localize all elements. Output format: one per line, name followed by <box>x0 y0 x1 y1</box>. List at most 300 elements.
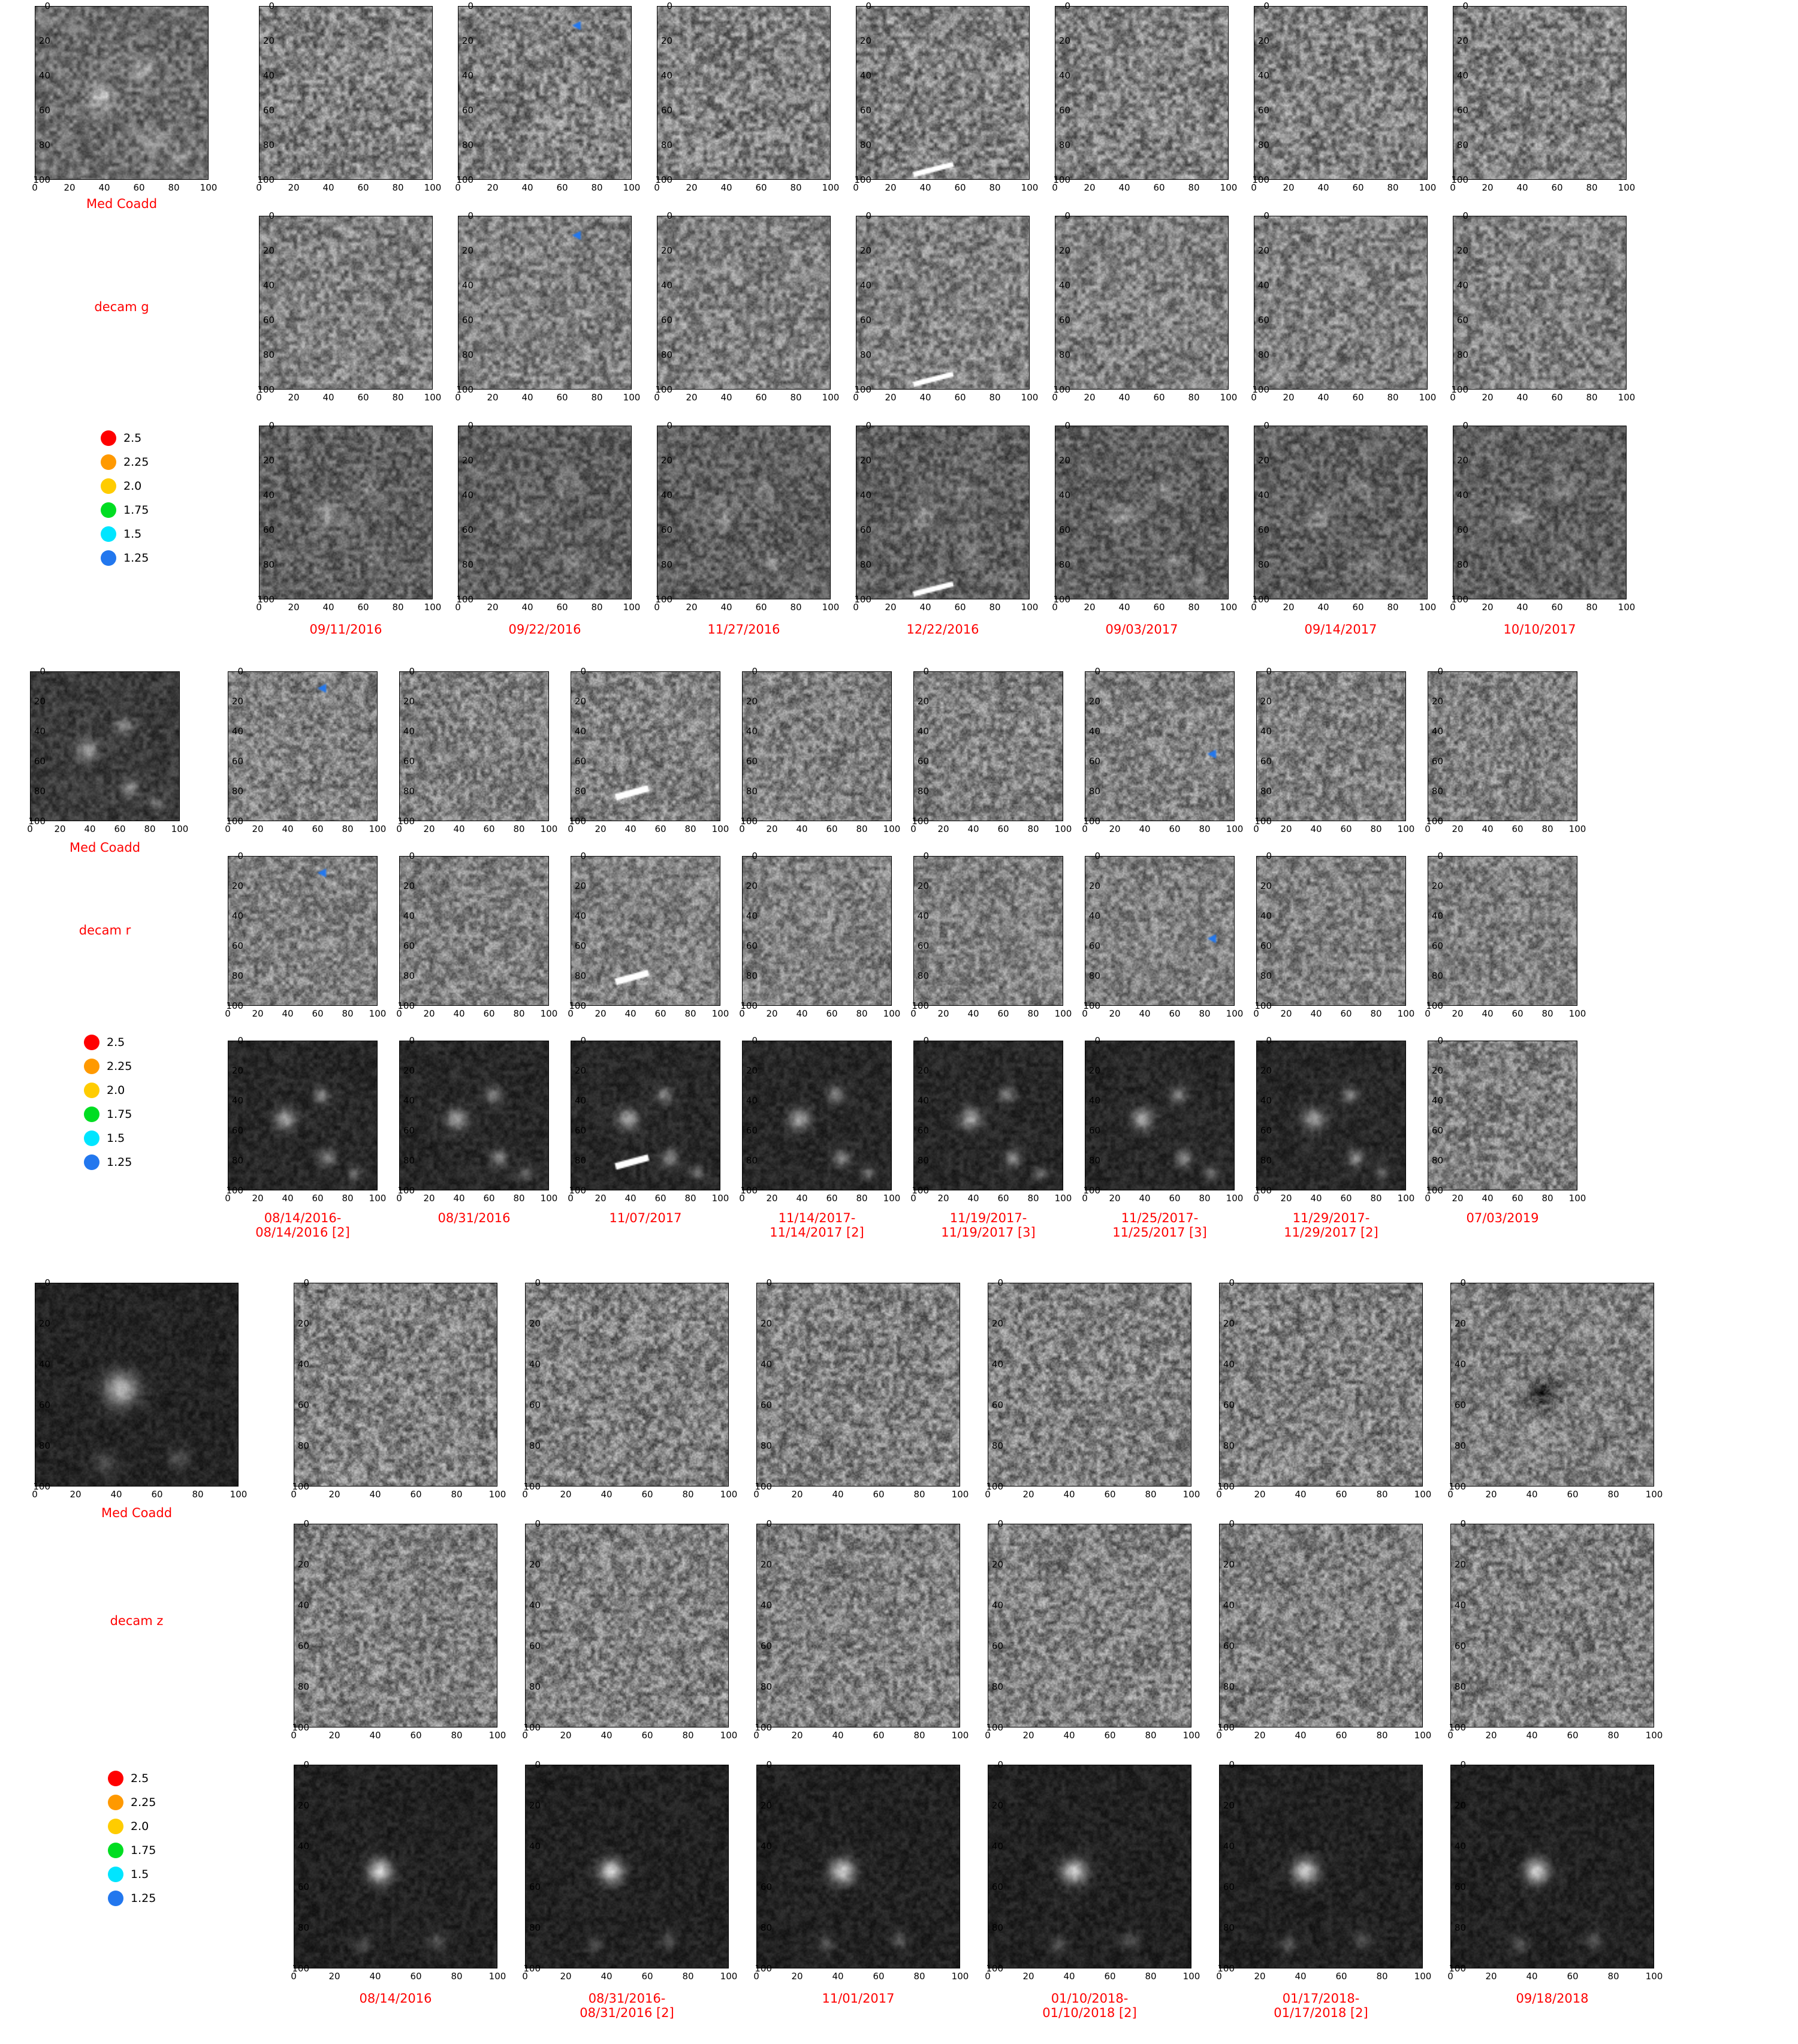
y-tick-label: 40 <box>917 1095 929 1106</box>
x-axis-ticks <box>753 1489 969 1501</box>
y-tick-label: 20 <box>1058 455 1070 466</box>
panel-z-r0-c5 <box>1447 1277 1663 1500</box>
y-tick-label: 100 <box>28 816 46 827</box>
legend-color-dot <box>108 1771 123 1786</box>
legend-color-dot <box>101 526 116 542</box>
legend-label: 1.5 <box>107 1132 125 1145</box>
y-tick-label: 0 <box>269 1 274 11</box>
x-axis-ticks <box>753 1730 969 1742</box>
y-tick-label: 80 <box>231 1155 243 1166</box>
x-tick-label: 100 <box>711 1193 729 1204</box>
x-tick-label: 20 <box>766 824 778 834</box>
x-axis-ticks <box>739 1193 901 1205</box>
cutout-image <box>1428 856 1577 1006</box>
y-axis-ticks <box>223 1035 243 1196</box>
y-tick-label: 0 <box>269 420 274 431</box>
band-label-z <box>29 1614 245 1628</box>
y-tick-label: 20 <box>461 35 473 46</box>
panel-z-r2-c4 <box>1216 1759 1432 1982</box>
x-tick-label: 60 <box>641 1489 653 1500</box>
x-tick-label: 20 <box>1084 392 1096 403</box>
x-axis-ticks <box>522 1730 738 1742</box>
x-axis-ticks <box>739 1008 901 1020</box>
y-tick-label: 100 <box>33 1481 50 1492</box>
y-axis-ticks <box>254 1 274 185</box>
y-tick-label: 0 <box>303 1277 309 1288</box>
x-tick-label: 0 <box>985 1971 991 1982</box>
x-tick-label: 40 <box>1516 392 1528 403</box>
x-tick-label: 20 <box>791 1730 803 1741</box>
y-tick-label: 40 <box>1257 70 1269 81</box>
y-tick-label: 80 <box>1431 1155 1443 1166</box>
label-line: 11/07/2017 <box>609 1211 682 1225</box>
x-tick-label: 20 <box>595 824 607 834</box>
x-tick-label: 100 <box>883 1008 901 1019</box>
cutout-image <box>756 1283 960 1487</box>
y-tick-label: 20 <box>38 35 50 46</box>
y-tick-label: 0 <box>997 1277 1003 1288</box>
y-tick-label: 80 <box>1456 349 1468 360</box>
y-tick-label: 80 <box>1257 559 1269 570</box>
x-tick-label: 20 <box>70 1489 82 1500</box>
x-tick-label: 40 <box>369 1971 381 1982</box>
y-tick-label: 20 <box>660 245 672 256</box>
cutout-image <box>1256 671 1406 821</box>
label-line: 11/29/2017- <box>1292 1211 1370 1225</box>
x-tick-label: 0 <box>1447 1489 1453 1500</box>
y-tick-label: 40 <box>34 726 46 737</box>
cutout-image <box>399 856 549 1006</box>
y-tick-label: 80 <box>403 786 415 797</box>
x-axis-ticks <box>1052 182 1238 194</box>
x-axis-ticks <box>256 392 442 404</box>
y-tick-label: 20 <box>1431 696 1443 707</box>
y-tick-label: 100 <box>1254 816 1272 827</box>
y-tick-label: 60 <box>1260 1125 1272 1136</box>
x-tick-label: 100 <box>822 182 840 193</box>
y-tick-label: 20 <box>529 1559 541 1570</box>
panel-z-r1-c3 <box>985 1518 1200 1741</box>
y-tick-label: 20 <box>263 245 274 256</box>
y-tick-label: 20 <box>403 881 415 891</box>
y-tick-label: 80 <box>746 970 758 981</box>
y-tick-label: 80 <box>660 349 672 360</box>
legend-r <box>84 1035 132 1178</box>
date-label-g-2 <box>645 622 843 637</box>
x-tick-label: 60 <box>483 1008 495 1019</box>
cutout-image <box>1428 1041 1577 1190</box>
y-axis-ticks <box>289 1518 309 1733</box>
y-tick-label: 100 <box>397 1185 415 1196</box>
panel-r-r0-c3 <box>739 666 901 834</box>
x-tick-label: 40 <box>1310 1193 1322 1204</box>
y-tick-label: 0 <box>1229 1518 1235 1529</box>
cutout-image <box>913 856 1063 1006</box>
x-tick-label: 60 <box>312 824 324 834</box>
label-line: 11/14/2017 [2] <box>770 1225 864 1240</box>
y-tick-label: 60 <box>231 940 243 951</box>
y-tick-label: 80 <box>297 1681 309 1692</box>
y-tick-label: 60 <box>461 315 473 325</box>
y-tick-label: 40 <box>461 70 473 81</box>
cutout-image <box>1453 426 1627 599</box>
x-tick-label: 20 <box>1280 1008 1292 1019</box>
y-tick-label: 20 <box>38 1318 50 1329</box>
y-tick-label: 0 <box>1263 210 1269 221</box>
y-tick-label: 60 <box>529 1641 541 1651</box>
cutout-image <box>1453 216 1627 390</box>
x-axis-ticks <box>1253 1008 1415 1020</box>
x-tick-label: 40 <box>832 1489 844 1500</box>
x-axis-ticks <box>739 824 901 836</box>
y-tick-label: 60 <box>403 940 415 951</box>
panel-r-r2-c0 <box>225 1035 387 1204</box>
x-tick-label: 20 <box>288 182 300 193</box>
x-tick-label: 60 <box>1169 824 1181 834</box>
y-tick-label: 60 <box>461 524 473 535</box>
x-tick-label: 40 <box>1118 602 1130 613</box>
legend-color-dot <box>101 430 116 446</box>
y-tick-label: 100 <box>740 1000 758 1011</box>
panel-g-r0-c6 <box>1450 1 1636 193</box>
y-tick-label: 0 <box>237 666 243 677</box>
y-tick-label: 80 <box>34 786 46 797</box>
y-tick-label: 40 <box>1456 490 1468 501</box>
y-axis-ticks <box>909 666 929 827</box>
cutout-image <box>913 1041 1063 1190</box>
y-tick-label: 100 <box>1252 384 1269 395</box>
x-tick-label: 100 <box>200 182 218 193</box>
cutout-image <box>657 426 831 599</box>
legend-color-dot <box>108 1819 123 1834</box>
y-tick-label: 100 <box>1426 816 1443 827</box>
y-tick-label: 20 <box>1223 1559 1235 1570</box>
x-axis-ticks <box>225 824 387 836</box>
x-tick-label: 80 <box>1586 392 1598 403</box>
y-tick-label: 60 <box>403 1125 415 1136</box>
x-tick-label: 20 <box>1109 1008 1121 1019</box>
y-axis-ticks <box>254 420 274 605</box>
x-tick-label: 0 <box>1082 824 1088 834</box>
x-tick-label: 0 <box>1253 1193 1259 1204</box>
y-axis-ticks <box>1251 666 1272 827</box>
date-label-r-4 <box>900 1211 1076 1240</box>
y-tick-label: 60 <box>1454 1400 1466 1410</box>
y-tick-label: 80 <box>1454 1681 1466 1692</box>
y-tick-label: 0 <box>1266 851 1272 861</box>
y-tick-label: 80 <box>1431 786 1443 797</box>
x-tick-label: 0 <box>1251 392 1257 403</box>
y-tick-label: 100 <box>226 816 243 827</box>
y-tick-label: 40 <box>1454 1841 1466 1852</box>
y-axis-ticks <box>737 1035 758 1196</box>
x-tick-label: 60 <box>312 1193 324 1204</box>
y-tick-label: 0 <box>865 420 871 431</box>
x-tick-label: 60 <box>133 182 145 193</box>
label-line: 08/31/2016 <box>438 1211 511 1225</box>
y-tick-label: 100 <box>655 384 672 395</box>
x-tick-label: 80 <box>684 1008 696 1019</box>
y-tick-label: 0 <box>752 851 758 861</box>
cutout-image <box>1055 216 1229 390</box>
x-tick-label: 0 <box>396 824 402 834</box>
label-line: 09/22/2016 <box>508 622 581 637</box>
date-label-g-1 <box>446 622 644 637</box>
y-tick-label: 20 <box>1058 35 1070 46</box>
x-tick-label: 100 <box>623 392 641 403</box>
y-tick-label: 20 <box>34 696 46 707</box>
x-tick-label: 20 <box>595 1008 607 1019</box>
x-tick-label: 100 <box>1021 182 1039 193</box>
date-label-z-0 <box>276 1991 515 2006</box>
x-tick-label: 80 <box>913 1971 925 1982</box>
x-tick-label: 0 <box>1251 182 1257 193</box>
y-tick-label: 80 <box>1260 970 1272 981</box>
y-tick-label: 40 <box>231 1095 243 1106</box>
y-tick-label: 20 <box>991 1800 1003 1811</box>
y-tick-label: 0 <box>923 851 929 861</box>
y-tick-label: 0 <box>409 666 415 677</box>
y-tick-label: 0 <box>1437 666 1443 677</box>
x-tick-label: 40 <box>1482 1008 1494 1019</box>
x-tick-label: 0 <box>1052 182 1058 193</box>
x-tick-label: 40 <box>1310 824 1322 834</box>
y-tick-label: 20 <box>859 35 871 46</box>
y-tick-label: 20 <box>1088 881 1100 891</box>
y-tick-label: 100 <box>986 1481 1003 1492</box>
cutout-image <box>1085 856 1235 1006</box>
cutout-image <box>856 216 1030 390</box>
panel-r-r1-c4 <box>910 851 1072 1019</box>
label-line: decam z <box>110 1614 164 1628</box>
y-tick-label: 0 <box>1229 1277 1235 1288</box>
x-tick-label: 20 <box>937 1193 949 1204</box>
y-tick-label: 100 <box>1217 1963 1235 1974</box>
x-tick-label: 40 <box>720 182 732 193</box>
y-tick-label: 40 <box>1223 1359 1235 1370</box>
y-axis-ticks <box>1214 1277 1235 1492</box>
x-tick-label: 0 <box>910 824 916 834</box>
y-tick-label: 40 <box>1058 490 1070 501</box>
y-tick-label: 0 <box>1460 1518 1466 1529</box>
x-tick-label: 80 <box>1541 824 1553 834</box>
y-axis-ticks <box>1050 420 1070 605</box>
label-line: 11/29/2017 [2] <box>1284 1225 1378 1240</box>
y-tick-label: 80 <box>529 1922 541 1933</box>
x-tick-label: 40 <box>322 182 334 193</box>
x-axis-ticks <box>910 1008 1072 1020</box>
y-axis-ticks <box>983 1277 1003 1492</box>
x-tick-label: 20 <box>252 1008 264 1019</box>
x-tick-label: 100 <box>951 1489 969 1500</box>
legend-color-dot <box>84 1083 99 1098</box>
y-tick-label: 60 <box>1260 940 1272 951</box>
y-tick-label: 80 <box>1223 1681 1235 1692</box>
y-tick-label: 40 <box>1223 1600 1235 1611</box>
y-tick-label: 100 <box>986 1963 1003 1974</box>
x-axis-ticks <box>1251 182 1437 194</box>
x-tick-label: 20 <box>791 1489 803 1500</box>
x-tick-label: 60 <box>1169 1193 1181 1204</box>
x-tick-label: 40 <box>282 824 294 834</box>
x-tick-label: 80 <box>591 182 603 193</box>
y-tick-label: 60 <box>1257 315 1269 325</box>
x-axis-ticks <box>1447 1489 1663 1501</box>
y-tick-label: 0 <box>1460 1277 1466 1288</box>
x-tick-label: 80 <box>1027 1193 1039 1204</box>
x-axis-ticks <box>1082 824 1244 836</box>
x-axis-ticks <box>853 392 1039 404</box>
x-tick-label: 20 <box>1485 1730 1497 1741</box>
x-tick-label: 40 <box>1295 1730 1307 1741</box>
cutout-image <box>988 1765 1191 1968</box>
y-tick-label: 80 <box>1223 1922 1235 1933</box>
y-tick-label: 60 <box>297 1882 309 1892</box>
x-axis-ticks <box>654 182 840 194</box>
y-tick-label: 40 <box>660 280 672 291</box>
y-tick-label: 40 <box>461 490 473 501</box>
x-tick-label: 60 <box>1335 1971 1347 1982</box>
x-tick-label: 60 <box>954 392 966 403</box>
x-tick-label: 40 <box>110 1489 122 1500</box>
y-tick-label: 0 <box>237 851 243 861</box>
x-tick-label: 100 <box>540 824 558 834</box>
x-tick-label: 20 <box>791 1971 803 1982</box>
y-tick-label: 40 <box>529 1600 541 1611</box>
x-tick-label: 20 <box>1283 182 1295 193</box>
x-tick-label: 80 <box>989 182 1001 193</box>
y-tick-label: 40 <box>297 1359 309 1370</box>
y-tick-label: 60 <box>1456 315 1468 325</box>
label-line: 09/11/2016 <box>309 622 382 637</box>
x-tick-label: 60 <box>755 602 767 613</box>
y-tick-label: 100 <box>523 1963 541 1974</box>
x-tick-label: 80 <box>790 602 802 613</box>
y-tick-label: 60 <box>917 940 929 951</box>
x-tick-label: 100 <box>1645 1971 1663 1982</box>
x-tick-label: 80 <box>1199 1193 1211 1204</box>
x-tick-label: 60 <box>1153 182 1165 193</box>
y-tick-label: 20 <box>1088 1065 1100 1076</box>
panel-r-r1-c2 <box>568 851 729 1019</box>
y-tick-label: 80 <box>1456 559 1468 570</box>
x-tick-label: 20 <box>1254 1489 1266 1500</box>
y-tick-label: 100 <box>1083 1000 1100 1011</box>
y-tick-label: 0 <box>237 1035 243 1046</box>
cutout-image <box>1256 1041 1406 1190</box>
x-tick-label: 80 <box>1541 1193 1553 1204</box>
y-tick-label: 100 <box>1083 1185 1100 1196</box>
x-tick-label: 20 <box>423 1193 435 1204</box>
y-tick-label: 60 <box>1260 756 1272 767</box>
date-label-z-2 <box>738 1991 978 2006</box>
x-tick-label: 0 <box>1052 602 1058 613</box>
x-axis-ticks <box>910 1193 1072 1205</box>
label-line: 11/25/2017 [3] <box>1112 1225 1207 1240</box>
x-tick-label: 100 <box>1568 1193 1586 1204</box>
x-tick-label: 20 <box>560 1489 572 1500</box>
x-tick-label: 80 <box>989 602 1001 613</box>
y-tick-label: 60 <box>859 524 871 535</box>
y-axis-ticks <box>520 1277 541 1492</box>
x-tick-label: 60 <box>873 1971 885 1982</box>
y-tick-label: 80 <box>991 1440 1003 1451</box>
x-axis-ticks <box>32 182 218 194</box>
x-tick-label: 40 <box>521 392 533 403</box>
x-tick-label: 40 <box>322 602 334 613</box>
x-tick-label: 20 <box>595 1193 607 1204</box>
y-axis-ticks <box>453 1 473 185</box>
y-tick-label: 0 <box>666 1 672 11</box>
cutout-image <box>571 856 720 1006</box>
y-tick-label: 40 <box>231 911 243 921</box>
x-tick-label: 40 <box>967 1008 979 1019</box>
x-tick-label: 80 <box>392 392 404 403</box>
x-tick-label: 40 <box>521 182 533 193</box>
y-tick-label: 40 <box>1431 726 1443 737</box>
x-tick-label: 80 <box>1027 1008 1039 1019</box>
x-tick-label: 20 <box>328 1489 340 1500</box>
x-tick-label: 80 <box>1586 182 1598 193</box>
x-tick-label: 80 <box>856 1193 868 1204</box>
x-tick-label: 20 <box>1283 602 1295 613</box>
date-label-r-1 <box>386 1211 562 1225</box>
x-tick-label: 0 <box>654 182 660 193</box>
cutout-image <box>458 216 632 390</box>
y-tick-label: 40 <box>1058 280 1070 291</box>
label-line: 01/17/2018 [2] <box>1274 2006 1368 2021</box>
y-tick-label: 0 <box>997 1759 1003 1770</box>
x-tick-label: 60 <box>1567 1971 1579 1982</box>
y-tick-label: 80 <box>297 1922 309 1933</box>
x-tick-label: 80 <box>913 1730 925 1741</box>
panel-z-r1-c2 <box>753 1518 969 1741</box>
y-tick-label: 40 <box>1088 1095 1100 1106</box>
x-tick-label: 40 <box>1139 1193 1151 1204</box>
x-tick-label: 40 <box>1482 1193 1494 1204</box>
x-tick-label: 60 <box>114 824 126 834</box>
y-axis-ticks <box>851 420 871 605</box>
x-tick-label: 0 <box>522 1971 528 1982</box>
x-tick-label: 60 <box>826 824 838 834</box>
y-tick-label: 60 <box>746 756 758 767</box>
x-tick-label: 40 <box>625 1008 636 1019</box>
y-tick-label: 100 <box>456 384 473 395</box>
x-tick-label: 40 <box>453 1008 465 1019</box>
y-axis-ticks <box>453 420 473 605</box>
legend-label: 2.25 <box>107 1060 132 1073</box>
x-tick-label: 80 <box>1387 392 1399 403</box>
y-tick-label: 20 <box>760 1559 772 1570</box>
x-tick-label: 80 <box>591 392 603 403</box>
x-tick-label: 40 <box>832 1971 844 1982</box>
cutout-image <box>1085 1041 1235 1190</box>
y-axis-ticks <box>520 1518 541 1733</box>
y-tick-label: 60 <box>263 524 274 535</box>
y-axis-ticks <box>1423 851 1443 1011</box>
y-tick-label: 0 <box>752 1035 758 1046</box>
y-axis-ticks <box>752 1759 772 1974</box>
x-tick-label: 0 <box>739 1008 745 1019</box>
x-axis-ticks <box>1425 1008 1586 1020</box>
x-tick-label: 60 <box>1104 1971 1116 1982</box>
y-tick-label: 0 <box>1064 420 1070 431</box>
panel-z-r1-c5 <box>1447 1518 1663 1741</box>
x-tick-label: 0 <box>654 602 660 613</box>
x-tick-label: 80 <box>1607 1730 1619 1741</box>
x-tick-label: 0 <box>753 1730 759 1741</box>
y-tick-label: 80 <box>574 970 586 981</box>
